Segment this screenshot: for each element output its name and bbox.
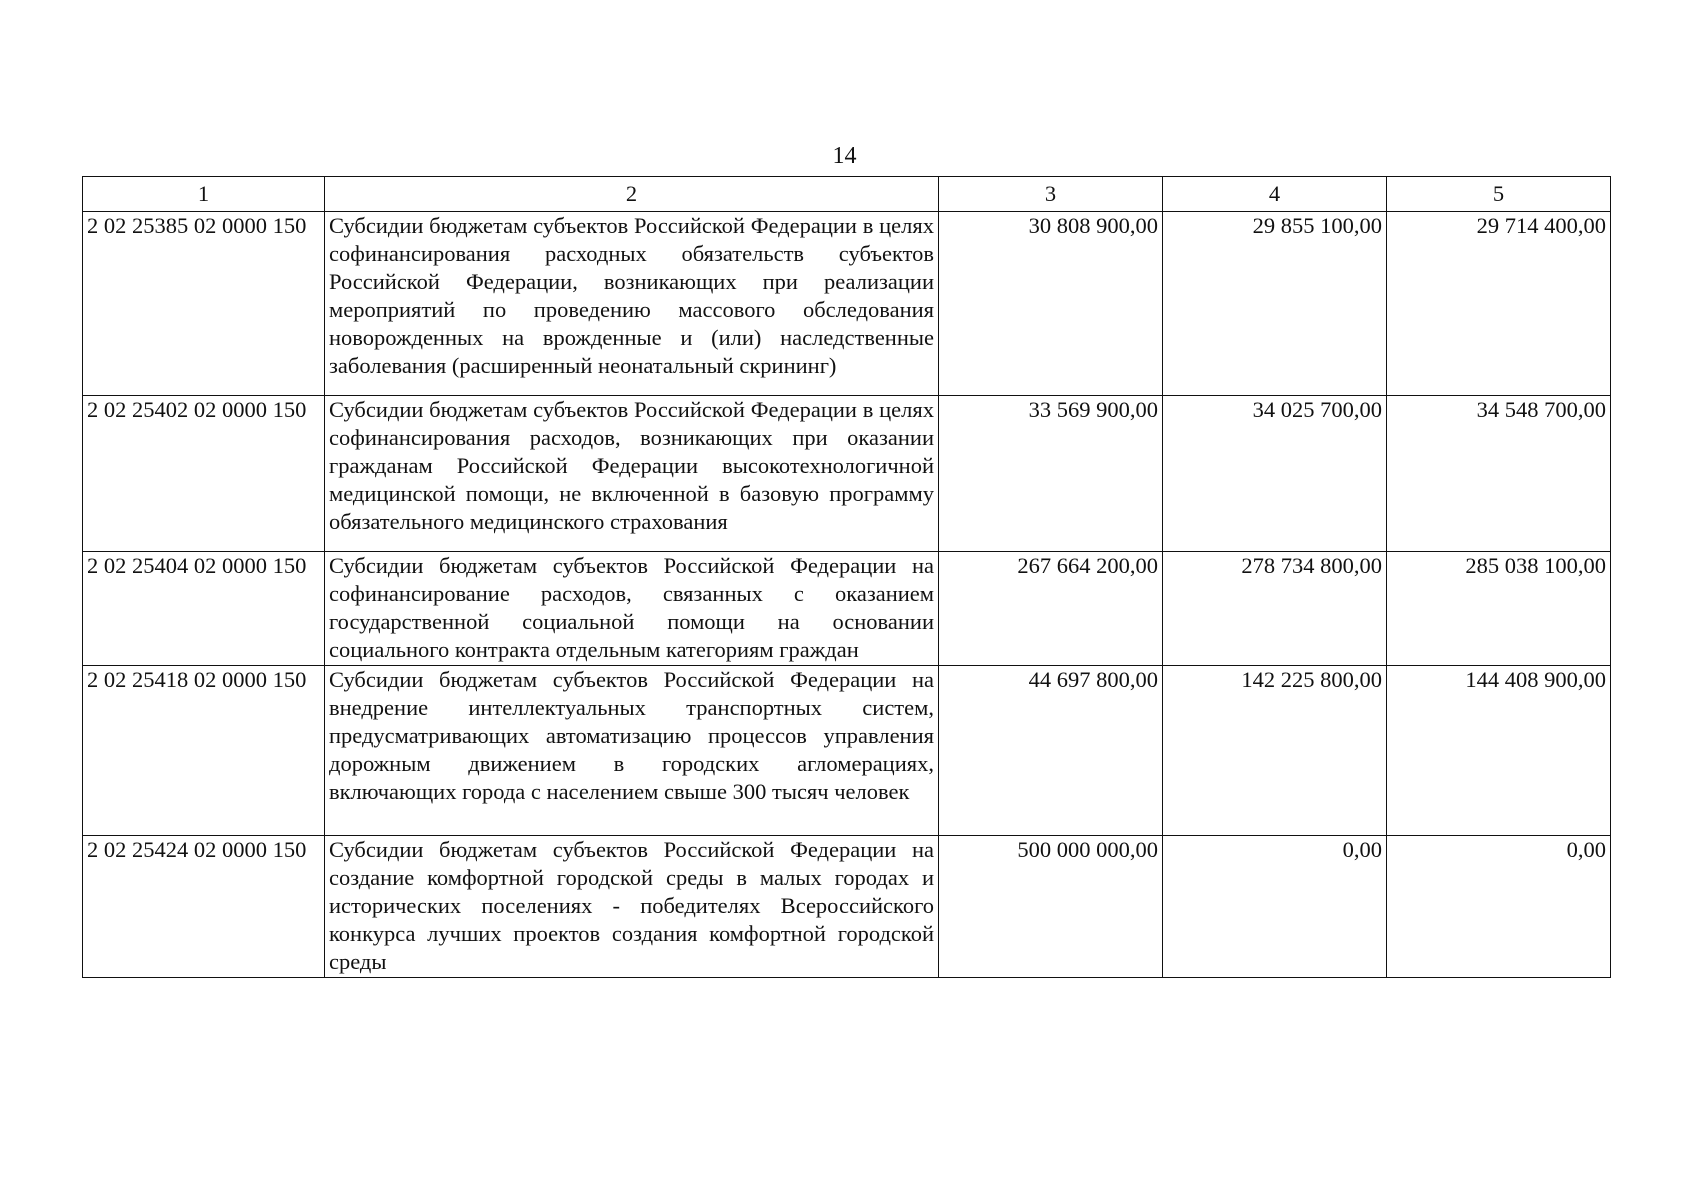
header-row <box>83 177 1611 212</box>
table-row <box>83 836 1611 978</box>
budget-code-cell: 2 02 25402 02 0000 150 <box>83 396 325 552</box>
amount-col5-cell: 0,00 <box>1387 836 1611 978</box>
amount-col5-cell: 285 038 100,00 <box>1387 552 1611 666</box>
description-cell: Субсидии бюджетам субъектов Российской Федерации на создание комфортной городской среды в малых городах и исторических поселениях - победителях Всероссийского конкурса лучших проектов создания комфортной городской среды <box>325 836 939 978</box>
description-cell: Субсидии бюджетам субъектов Российской Федерации на внедрение интеллектуальных транспортных систем, предусматривающих автоматизацию процессов управления дорожным движением в городских агломерациях, включающих города с населением свыше 300 тысяч человек <box>325 666 939 836</box>
amount-col3-cell: 267 664 200,00 <box>939 552 1163 666</box>
description-cell: Субсидии бюджетам субъектов Российской Федерации в целях софинансирования расходных обязательств субъектов Российской Федерации, возникающих при реализации мероприятий по проведению массового обследования новорожденных на врожденные и (или) наследственные заболевания (расширенный неонатальный скрининг) <box>325 212 939 396</box>
amount-col5-cell: 34 548 700,00 <box>1387 396 1611 552</box>
table-row <box>83 396 1611 552</box>
column-header-5: 5 <box>1387 177 1611 212</box>
budget-code-cell: 2 02 25418 02 0000 150 <box>83 666 325 836</box>
amount-col4-cell: 278 734 800,00 <box>1163 552 1387 666</box>
amount-col3-cell: 30 808 900,00 <box>939 212 1163 396</box>
amount-col5-cell: 144 408 900,00 <box>1387 666 1611 836</box>
page-number: 14 <box>832 143 857 169</box>
amount-col4-cell: 142 225 800,00 <box>1163 666 1387 836</box>
column-header-1: 1 <box>83 177 325 212</box>
amount-col4-cell: 0,00 <box>1163 836 1387 978</box>
table-row <box>83 212 1611 396</box>
table-row <box>83 666 1611 836</box>
column-header-4: 4 <box>1163 177 1387 212</box>
amount-col3-cell: 33 569 900,00 <box>939 396 1163 552</box>
amount-col3-cell: 500 000 000,00 <box>939 836 1163 978</box>
budget-code-cell: 2 02 25424 02 0000 150 <box>83 836 325 978</box>
amount-col4-cell: 29 855 100,00 <box>1163 212 1387 396</box>
description-cell: Субсидии бюджетам субъектов Российской Федерации в целях софинансирования расходов, возникающих при оказании гражданам Российской Федерации высокотехнологичной медицинской помощи, не включенной в базовую программу обязательного медицинского страхования <box>325 396 939 552</box>
column-header-2: 2 <box>325 177 939 212</box>
budget-code-cell: 2 02 25385 02 0000 150 <box>83 212 325 396</box>
budget-code-cell: 2 02 25404 02 0000 150 <box>83 552 325 666</box>
table-row <box>83 552 1611 666</box>
budget-table <box>82 176 1611 978</box>
column-header-3: 3 <box>939 177 1163 212</box>
amount-col5-cell: 29 714 400,00 <box>1387 212 1611 396</box>
amount-col4-cell: 34 025 700,00 <box>1163 396 1387 552</box>
description-cell: Субсидии бюджетам субъектов Российской Федерации на софинансирование расходов, связанных с оказанием государственной социальной помощи на основании социального контракта отдельным категориям граждан <box>325 552 939 666</box>
amount-col3-cell: 44 697 800,00 <box>939 666 1163 836</box>
